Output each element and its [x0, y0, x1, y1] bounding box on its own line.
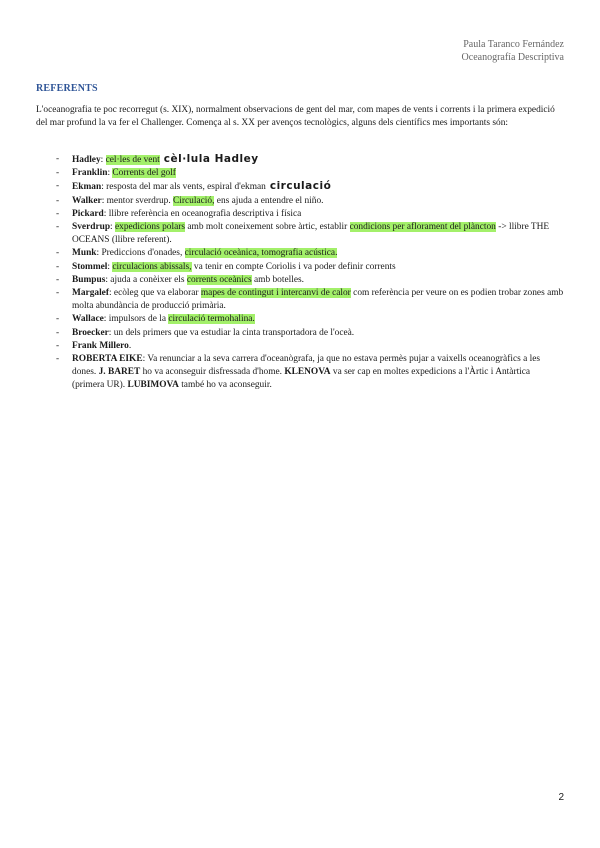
- highlight: Circulació,: [173, 195, 215, 206]
- scientist-name: Wallace: [72, 314, 104, 325]
- scientist-name: Sverdrup: [72, 222, 111, 233]
- scientist-name: LUBIMOVA: [127, 380, 179, 391]
- page-header: [462, 38, 564, 64]
- list-item-hadley: [36, 153, 564, 167]
- description: : Va renunciar a la seva carrera d'oceanògrafa, ja que no estava permès pujar a vaixells oceanogràfics a les dones.: [72, 354, 541, 378]
- list-item-frank-millero: [36, 340, 564, 353]
- description: -> llibre THE OCEANS (llibre referent).: [72, 222, 550, 246]
- scientist-name: Stommel: [72, 261, 108, 272]
- highlight: mapes de contingut i intercanvi de calor: [200, 288, 351, 299]
- description: :: [107, 261, 113, 272]
- page-number: 2: [558, 792, 564, 803]
- list-item-ekman: [36, 180, 564, 194]
- list-item-stommel: [36, 261, 564, 274]
- highlight: Corrents del golf: [112, 168, 176, 179]
- list-item-sverdrup: [36, 221, 564, 247]
- scientist-name: Franklin: [72, 168, 108, 179]
- scientist-name: J. BARET: [98, 367, 141, 378]
- scientist-name: Frank Millero: [72, 340, 129, 351]
- list-item-roberta-eike: [36, 353, 564, 393]
- scientist-name: Munk: [72, 248, 97, 259]
- highlight: cel·les de vent: [105, 155, 160, 165]
- description: : impulsors de la: [103, 314, 169, 325]
- description: : ecòleg que va elaborar: [108, 288, 201, 299]
- description: .: [128, 340, 132, 351]
- scientist-name: Hadley: [72, 155, 101, 165]
- highlight: expedicions polars: [114, 222, 186, 233]
- subject-name: Oceanografía Descriptiva: [461, 52, 564, 63]
- separator: :: [100, 155, 106, 165]
- handwritten-note: circulació: [269, 180, 332, 193]
- description: : un dels primers que va estudiar la cinta transportadora de l'oceà.: [108, 327, 355, 338]
- list-item-wallace: [36, 313, 564, 326]
- scientist-name: Bumpus: [72, 274, 106, 285]
- list-item-franklin: [36, 167, 564, 180]
- description: :: [110, 222, 115, 233]
- description: també ho va aconseguir.: [178, 380, 272, 391]
- list-item-walker: [36, 195, 564, 208]
- list-item-bumpus: [36, 274, 564, 287]
- highlight: circulació termohalina.: [168, 314, 255, 325]
- author-name: Paula Taranco Fernández: [463, 39, 564, 50]
- scientist-name: Pickard: [72, 208, 104, 219]
- list-item-pickard: [36, 208, 564, 221]
- separator: :: [107, 168, 113, 179]
- scientist-name: Broecker: [72, 327, 109, 338]
- scientist-name: Walker: [72, 195, 102, 206]
- referents-list: [36, 153, 564, 393]
- description: amb botelles.: [251, 274, 304, 285]
- intro-paragraph: L'oceanografia te poc recorregut (s. XIX), normalment observacions de gent del mar, com mapes de vents i corrents i la primera expedició del mar profund la va fer el Challenger. Comença al s. XX per avenços tecnològics, alguns dels científics mes importants són:: [36, 105, 555, 129]
- description: amb molt coneixement sobre àrtic, establir: [185, 222, 350, 233]
- description: ens ajuda a entendre el niño.: [214, 195, 324, 206]
- highlight: condicions per aflorament del plàncton: [349, 222, 496, 233]
- description: : mentor sverdrup.: [101, 195, 174, 206]
- description: : ajuda a conèixer els: [105, 274, 187, 285]
- section-title: REFERENTS: [36, 83, 98, 94]
- description: va ser cap en moltes expedicions a l'Àrtic i Antàrtica (primera UR).: [72, 367, 531, 391]
- description: : llibre referència en oceanografia descriptiva i física: [103, 208, 302, 219]
- list-item-margalef: [36, 287, 564, 313]
- list-item-broecker: [36, 327, 564, 340]
- description: va tenir en compte Coriolis i va poder definir corrents: [191, 261, 396, 272]
- scientist-name: Ekman: [72, 182, 102, 193]
- highlight: circulacions abissals,: [112, 261, 192, 272]
- list-item-munk: [36, 247, 564, 260]
- scientist-name: Margalef: [72, 288, 109, 299]
- highlight: corrents oceànics: [186, 274, 252, 285]
- scientist-name: KLENOVA: [284, 367, 331, 378]
- description: com referència per veure on es podien trobar zones amb molta abundància de producció primària.: [72, 288, 564, 312]
- description: : resposta del mar als vents, espiral d'ekman: [101, 182, 266, 193]
- scientist-name: ROBERTA EIKE: [72, 354, 143, 365]
- handwritten-note: cèl·lula Hadley: [163, 153, 259, 165]
- highlight: circulació oceànica, tomografia acústica.: [184, 248, 338, 259]
- description: ho va aconseguir disfressada d'home.: [140, 367, 285, 378]
- description: : Prediccions d'onades,: [96, 248, 185, 259]
